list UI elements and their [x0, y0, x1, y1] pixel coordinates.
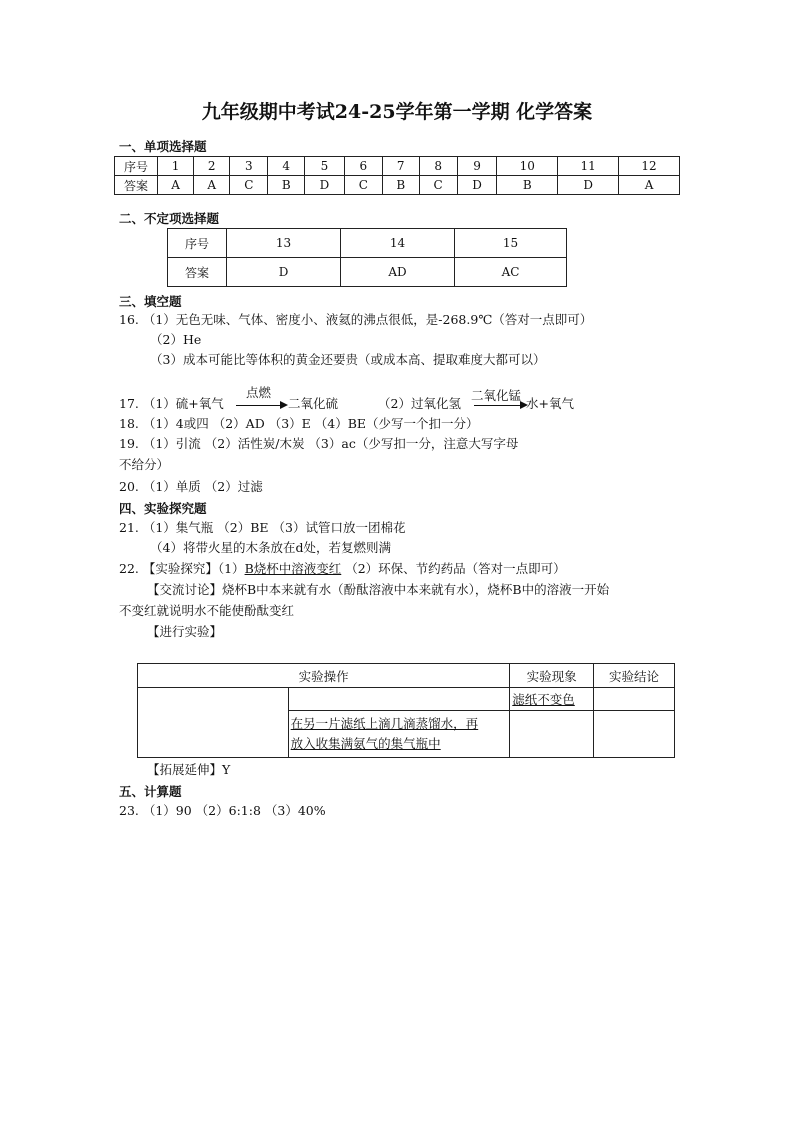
table-cell: B [268, 176, 305, 195]
table-row [115, 157, 680, 176]
section-heading-experiment: 四、实验探究题 [119, 501, 207, 516]
answer-21-line-1: 21. （1）集气瓶 （2）BE （3）试管口放一团棉花 [119, 520, 406, 535]
section-heading-fill-blank: 三、填空题 [119, 294, 182, 309]
table-cell [288, 711, 510, 758]
answer-17-product-1: 二氧化硫 [288, 396, 339, 411]
answer-22-explore-answer: B烧杯中溶液变红 [244, 561, 342, 576]
answer-22-discuss-line-2: 不变红就说明水不能使酚酞变红 [119, 603, 295, 618]
table-cell [510, 711, 594, 758]
answer-22-explore-rest: （2）环保、节约药品（答对一点即可） [341, 561, 566, 576]
answer-19-line-2: 不给分） [119, 457, 170, 472]
table-cell: C [419, 176, 457, 195]
section-heading-calculation: 五、计算题 [119, 784, 182, 799]
answer-20: 20. （1）单质 （2）过滤 [119, 479, 263, 494]
answer-17-prefix: 17. （1）硫+氧气 [119, 396, 224, 411]
table-cell: AD [341, 258, 455, 287]
table-cell: 10 [497, 157, 558, 176]
table-cell [594, 688, 675, 711]
table-cell: 14 [341, 229, 455, 258]
table-cell: D [227, 258, 341, 287]
table-cell: C [230, 176, 268, 195]
table-cell: D [558, 176, 619, 195]
operation-text-line-1: 在另一片滤纸上滴几滴蒸馏水，再 [290, 716, 479, 731]
reaction-condition-ignite: 点燃 [246, 385, 272, 400]
table-cell: 4 [268, 157, 305, 176]
table-row [168, 258, 567, 287]
table-cell: 3 [230, 157, 268, 176]
table-row [168, 229, 567, 258]
reaction-arrow-icon [474, 405, 526, 406]
table-cell: A [619, 176, 680, 195]
table-cell: C [344, 176, 382, 195]
reaction-condition-catalyst: 二氧化锰 [471, 388, 522, 403]
table-header: 实验结论 [594, 664, 675, 688]
answer-21-line-2: （4）将带火星的木条放在d处，若复燃则满 [150, 540, 391, 555]
answer-19-line-1: 19. （1）引流 （2）活性炭/木炭 （3）ac（少写扣一分，注意大写字母 [119, 436, 519, 451]
table-header: 实验现象 [510, 664, 594, 688]
table-row [138, 664, 675, 688]
table-cell: 5 [305, 157, 345, 176]
table-cell: 9 [457, 157, 497, 176]
table-cell [594, 711, 675, 758]
answer-22-extend: 【拓展延伸】Y [147, 762, 231, 777]
answer-16-line-3: （3）成本可能比等体积的黄金还要贵（或成本高、提取难度大都可以） [150, 352, 546, 367]
table-cell [288, 688, 510, 711]
answer-22-explore-label: 22. 【实验探究】（1） [119, 561, 245, 576]
table-header: 实验操作 [138, 664, 510, 688]
operation-text-line-2: 放入收集满氨气的集气瓶中 [290, 736, 441, 751]
table-cell: D [305, 176, 345, 195]
answer-23: 23. （1）90 （2）6:1:8 （3）40% [119, 803, 326, 818]
row-label: 答案 [168, 258, 227, 287]
row-label: 答案 [115, 176, 158, 195]
answer-18: 18. （1）4或四 （2）AD （3）E （4）BE（少写一个扣一分） [119, 416, 479, 431]
multi-choice-answer-table [167, 228, 567, 287]
table-cell: A [158, 176, 194, 195]
table-cell: A [194, 176, 230, 195]
page-title: 九年级期中考试24-25学年第一学期 化学答案 [201, 101, 593, 123]
row-label: 序号 [168, 229, 227, 258]
table-cell: 6 [344, 157, 382, 176]
answer-22-conduct-label: 【进行实验】 [147, 624, 223, 639]
table-cell: 7 [382, 157, 419, 176]
section-heading-single-choice: 一、单项选择题 [119, 139, 207, 154]
answer-17-part-2: （2）过氧化氢 [378, 396, 461, 411]
answer-16-line-1: 16. （1）无色无味、气体、密度小、液氦的沸点很低，是-268.9℃（答对一点即可） [119, 312, 593, 327]
phenomenon-text: 滤纸不变色 [512, 692, 575, 707]
section-heading-multi-choice: 二、不定项选择题 [119, 211, 220, 226]
table-cell: D [457, 176, 497, 195]
table-cell: B [382, 176, 419, 195]
table-cell: 2 [194, 157, 230, 176]
table-cell: 13 [227, 229, 341, 258]
table-cell: 12 [619, 157, 680, 176]
table-row [115, 176, 680, 195]
single-choice-answer-table [114, 156, 680, 195]
answer-22-explore [119, 561, 566, 577]
table-cell: 11 [558, 157, 619, 176]
table-cell: 1 [158, 157, 194, 176]
table-cell [510, 688, 594, 711]
reaction-arrow-icon [236, 405, 286, 406]
table-cell: B [497, 176, 558, 195]
answer-16-line-2: （2）He [150, 332, 202, 347]
table-cell: 15 [455, 229, 567, 258]
table-cell [138, 688, 289, 758]
table-cell: 8 [419, 157, 457, 176]
row-label: 序号 [115, 157, 158, 176]
experiment-table [137, 663, 675, 758]
answer-17-product-2: 水+氧气 [526, 396, 574, 411]
table-cell: AC [455, 258, 567, 287]
table-row [138, 688, 675, 711]
answer-22-discuss-line-1: 【交流讨论】烧杯B中本来就有水（酚酞溶液中本来就有水），烧杯B中的溶液一开始 [147, 582, 610, 597]
